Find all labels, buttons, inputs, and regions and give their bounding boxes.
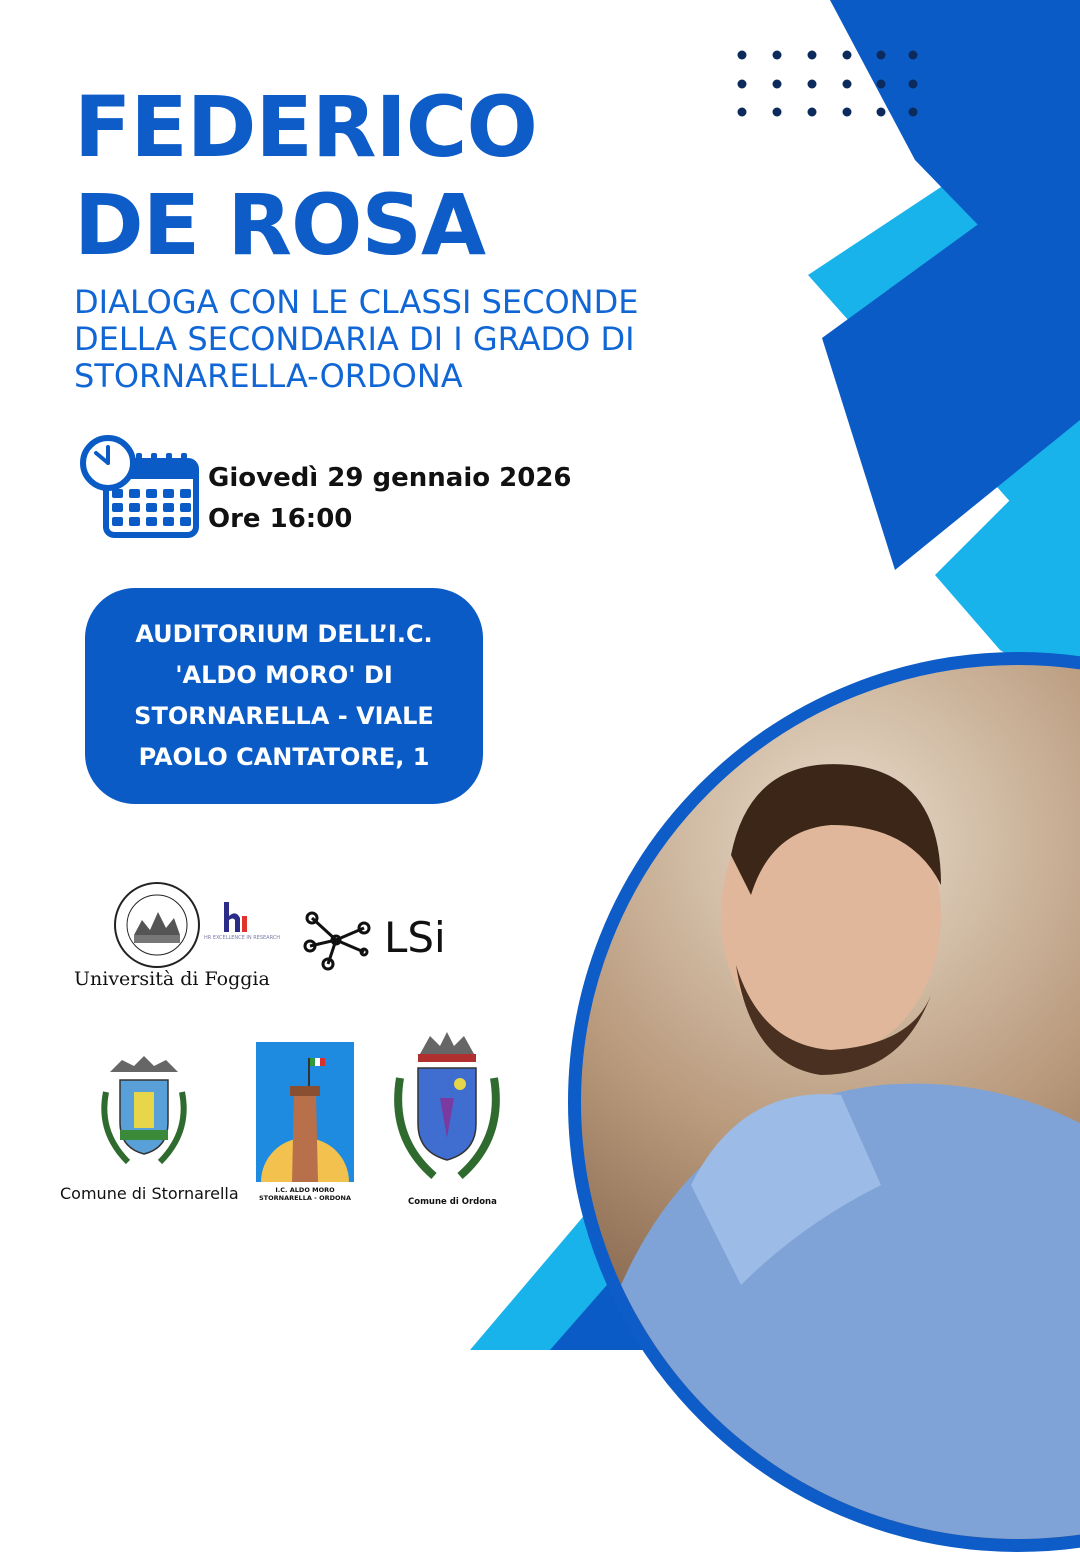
stornarella-name: Comune di Stornarella: [60, 1184, 239, 1203]
venue-line-1: AUDITORIUM DELL’I.C.: [135, 620, 433, 648]
subtitle-line-2: DELLA SECONDARIA DI I GRADO DI: [74, 320, 635, 358]
university-seal-logo: [112, 880, 202, 970]
event-subtitle: [74, 284, 774, 395]
hr-excellence-logo: [222, 900, 250, 934]
event-time: Ore 16:00: [208, 504, 353, 534]
subtitle-line-3: STORNARELLA-ORDONA: [74, 357, 463, 395]
calendar-clock-icon: [78, 435, 200, 539]
school-name: [258, 1186, 352, 1202]
venue-badge: [85, 588, 483, 804]
university-name: Università di Foggia: [74, 968, 270, 990]
subtitle-line-1: DIALOGA CON LE CLASSI SECONDE: [74, 283, 639, 321]
ordona-crest-logo: [384, 1028, 510, 1188]
ordona-name: Comune di Ordona: [408, 1197, 497, 1207]
hr-excellence-subtitle: HR EXCELLENCE IN RESEARCH: [204, 935, 281, 941]
event-date: Giovedì 29 gennaio 2026: [208, 463, 572, 493]
school-name-line-2: STORNARELLA - ORDONA: [258, 1194, 352, 1202]
venue-line-3: STORNARELLA - VIALE: [134, 702, 434, 730]
speaker-last-name: DE ROSA: [74, 176, 485, 274]
venue-line-4: PAOLO CANTATORE, 1: [138, 743, 430, 771]
speaker-first-name: FEDERICO: [74, 78, 537, 176]
school-name-line-1: I.C. ALDO MORO: [275, 1186, 335, 1194]
school-tower-logo: [256, 1042, 354, 1182]
stornarella-crest-logo: [88, 1052, 200, 1174]
speaker-name: [74, 78, 537, 274]
event-datetime: [208, 458, 572, 540]
lsi-logo-text: LSi: [384, 913, 446, 962]
venue-line-2: 'ALDO MORO' DI: [175, 661, 393, 689]
lsi-network-icon: [302, 908, 378, 974]
